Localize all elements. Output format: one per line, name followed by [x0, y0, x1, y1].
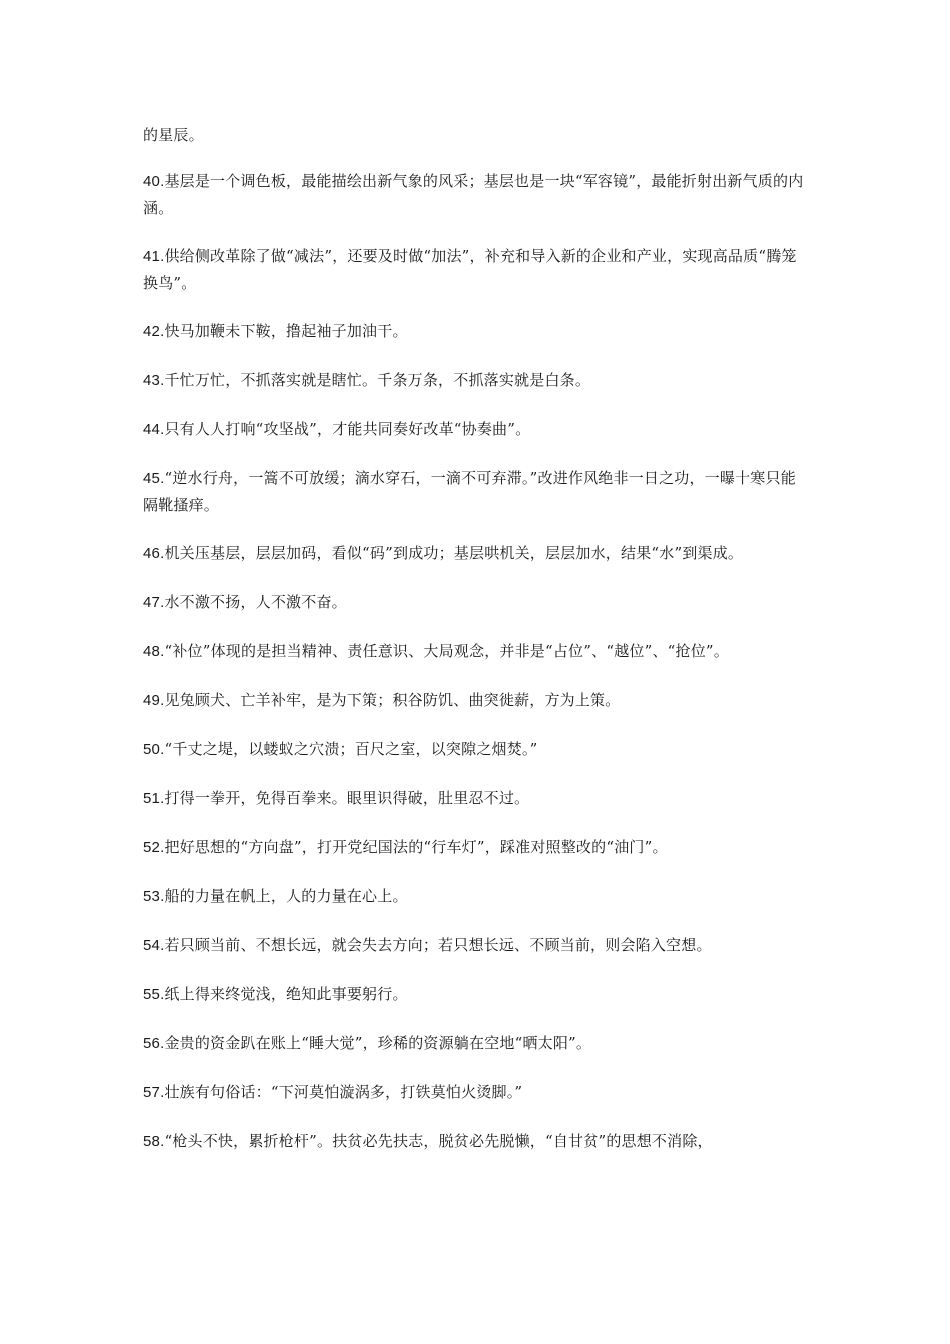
paragraph-continuation: 的星辰。 [143, 126, 204, 144]
list-item [143, 416, 807, 443]
list-item [143, 168, 807, 221]
list-item [143, 589, 807, 616]
item-number: 43. [143, 372, 165, 389]
list-item [143, 318, 807, 345]
item-number: 44. [143, 421, 165, 438]
item-number: 54. [143, 937, 165, 954]
item-text: 千忙万忙，不抓落实就是瞎忙。千条万条，不抓落实就是白条。 [164, 371, 591, 389]
item-text: 若只顾当前、不想长远，就会失去方向；若只想长远、不顾当前，则会陷入空想。 [164, 936, 712, 954]
item-number: 58. [143, 1133, 165, 1150]
item-text: “千丈之堤，以蝼蚁之穴溃；百尺之室，以突隙之烟焚。” [164, 740, 538, 758]
item-text: 金贵的资金趴在账上“睡大觉”，珍稀的资源躺在空地“晒太阳”。 [164, 1034, 592, 1052]
item-text: “补位”体现的是担当精神、责任意识、大局观念，并非是“占位”、“越位”、“抢位”。 [164, 642, 730, 660]
item-number: 40. [143, 173, 165, 190]
item-number: 52. [143, 839, 165, 856]
list-item [143, 932, 807, 959]
item-number: 50. [143, 741, 165, 758]
list-item [143, 1079, 807, 1106]
list-item [143, 540, 807, 567]
item-number: 48. [143, 643, 165, 660]
list-item [143, 834, 807, 861]
item-text: 打得一拳开，免得百拳来。眼里识得破，肚里忍不过。 [164, 789, 530, 807]
list-item [143, 367, 807, 394]
item-text: 只有人人打响“攻坚战”，才能共同奏好改革“协奏曲”。 [164, 420, 531, 438]
list-item [143, 638, 807, 665]
item-number: 51. [143, 790, 165, 807]
item-number: 49. [143, 692, 165, 709]
item-text: 基层是一个调色板，最能描绘出新气象的风采；基层也是一块“军容镜”，最能折射出新气质的内涵。 [143, 172, 804, 217]
item-text: 把好思想的“方向盘”，打开党纪国法的“行车灯”，踩准对照整改的“油门”。 [164, 838, 668, 856]
list-item [143, 243, 807, 296]
list-item [143, 785, 807, 812]
list-item [143, 1030, 807, 1057]
list-item [143, 465, 807, 518]
item-number: 53. [143, 888, 165, 905]
list-item [143, 687, 807, 714]
item-number: 56. [143, 1035, 165, 1052]
item-number: 46. [143, 545, 165, 562]
item-text: 见兔顾犬、亡羊补牢，是为下策；积谷防饥、曲突徙薪，方为上策。 [164, 691, 621, 709]
list-item [143, 1128, 807, 1155]
item-number: 47. [143, 594, 165, 611]
document-body [143, 122, 807, 1177]
item-text: 供给侧改革除了做“减法”，还要及时做“加法”，补充和导入新的企业和产业，实现高品质“腾笼换鸟”。 [143, 247, 797, 292]
item-number: 41. [143, 248, 165, 265]
item-text: 壮族有句俗话：“下河莫怕漩涡多，打铁莫怕火烫脚。” [164, 1083, 523, 1101]
item-text: “逆水行舟，一篙不可放缓；滴水穿石，一滴不可弃滞。”改进作风绝非一日之功，一曝十寒只能隔靴搔痒。 [143, 469, 796, 514]
item-number: 57. [143, 1084, 165, 1101]
list-item [143, 736, 807, 763]
item-number: 55. [143, 986, 165, 1003]
list-item [143, 883, 807, 910]
item-text: 机关压基层，层层加码，看似“码”到成功；基层哄机关，层层加水，结果“水”到渠成。 [164, 544, 744, 562]
list-item [143, 981, 807, 1008]
item-text: “枪头不快，累折枪杆”。扶贫必先扶志，脱贫必先脱懒，“自甘贫”的思想不消除， [164, 1132, 713, 1150]
item-text: 船的力量在帆上，人的力量在心上。 [164, 887, 408, 905]
numbered-list [143, 168, 807, 1155]
item-text: 快马加鞭未下鞍，撸起袖子加油干。 [164, 322, 408, 340]
item-text: 水不激不扬，人不激不奋。 [164, 593, 347, 611]
item-number: 45. [143, 470, 165, 487]
item-number: 42. [143, 323, 165, 340]
item-text: 纸上得来终觉浅，绝知此事要躬行。 [164, 985, 408, 1003]
